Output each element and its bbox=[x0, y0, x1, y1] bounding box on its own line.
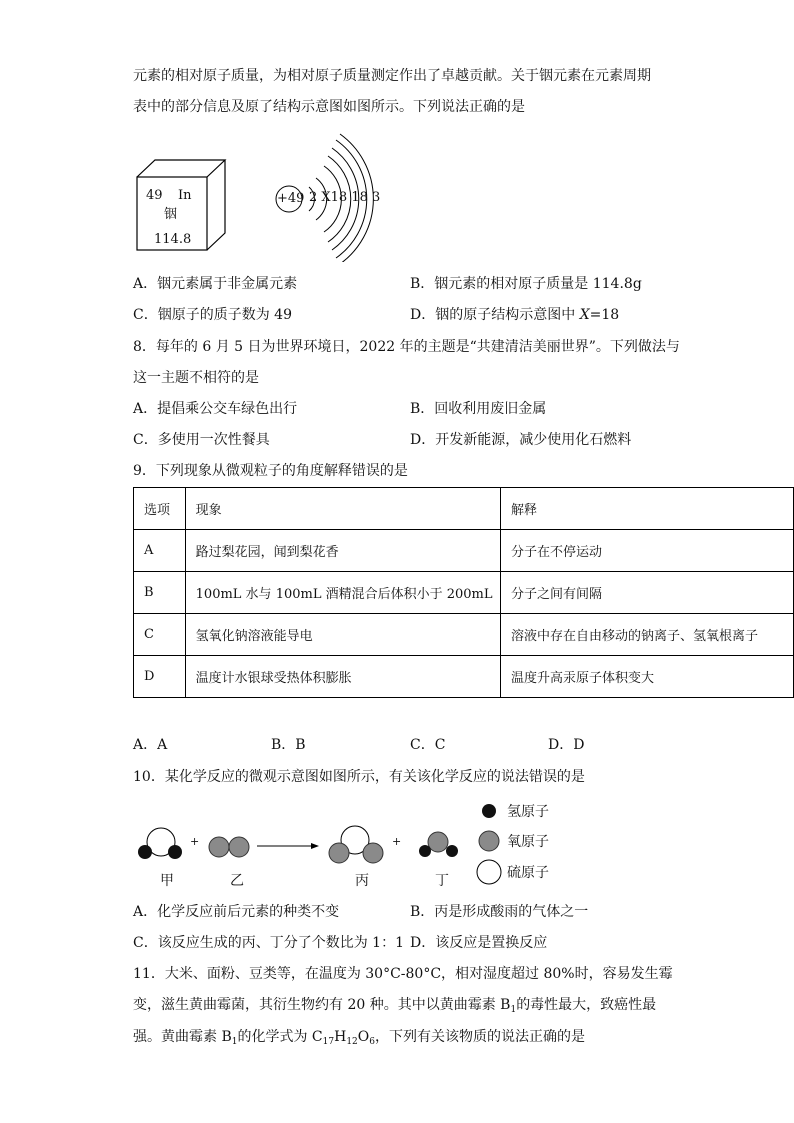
table-row bbox=[134, 656, 794, 698]
q7-option-b: B．铟元素的相对原子质量是 114.8g bbox=[410, 276, 642, 292]
q9-option-a: A．A bbox=[133, 737, 168, 753]
q10-option-c: C．该反应生成的丙、丁分了个数比为 1：1 bbox=[133, 935, 404, 951]
oxygen-atom bbox=[209, 837, 229, 857]
oxygen-atom bbox=[428, 832, 448, 852]
table-cell: 分子在不停运动 bbox=[500, 530, 793, 572]
table-cell: 温度计水银球受热体积膨胀 bbox=[185, 656, 500, 698]
plus-sign: + bbox=[190, 835, 200, 848]
table-row bbox=[134, 530, 794, 572]
legend-hydrogen-label: 氢原子 bbox=[507, 804, 549, 820]
q10-option-d: D．该反应是置换反应 bbox=[410, 935, 548, 951]
atom-structure-diagram bbox=[272, 132, 392, 262]
legend-sulfur-label: 硫原子 bbox=[507, 865, 549, 881]
q8-option-b: B．回收利用废旧金属 bbox=[410, 401, 547, 417]
nucleus-charge: +49 bbox=[277, 191, 305, 206]
table-cell: 氢氧化钠溶液能导电 bbox=[185, 614, 500, 656]
intro-line-1: 元素的相对原子质量，为相对原子质量测定作出了卓越贡献。关于铟元素在元素周期 bbox=[133, 68, 651, 84]
table-cell: D bbox=[134, 656, 186, 698]
table-cell: 溶液中存在自由移动的钠离子、氢氧根离子 bbox=[500, 614, 793, 656]
shell-electrons: 2 X18 18 3 bbox=[309, 190, 381, 205]
q7-option-d: D．铟的原子结构示意图中 X=18 bbox=[410, 307, 620, 323]
table-header-cell: 解释 bbox=[500, 488, 793, 530]
q9-stem: 9．下列现象从微观粒子的角度解释错误的是 bbox=[133, 463, 408, 479]
label-bing: 丙 bbox=[355, 873, 369, 889]
hydrogen-atom bbox=[168, 845, 182, 859]
table-cell: 分子之间有间隔 bbox=[500, 572, 793, 614]
q10-stem: 10．某化学反应的微观示意图如图所示，有关该化学反应的说法错误的是 bbox=[133, 769, 585, 785]
arrow-head bbox=[311, 843, 319, 849]
table-row bbox=[134, 572, 794, 614]
table-cell: 100mL 水与 100mL 酒精混合后体积小于 200mL bbox=[185, 572, 500, 614]
q8-option-c: C．多使用一次性餐具 bbox=[133, 432, 270, 448]
table-cell: 路过梨花园，闻到梨花香 bbox=[185, 530, 500, 572]
label-jia: 甲 bbox=[160, 873, 174, 889]
table-cell: A bbox=[134, 530, 186, 572]
oxygen-atom bbox=[329, 843, 349, 863]
q7-option-a: A．铟元素属于非金属元素 bbox=[133, 276, 298, 292]
atomic-number: 49 bbox=[146, 188, 163, 203]
q11-stem-line-3: 强。黄曲霉素 $B_1$的化学式为 $C_{17}H_{12}O_6$，下列有关该物质的说法正确的是 bbox=[133, 1029, 585, 1047]
q9-option-d: D．D bbox=[548, 737, 585, 753]
q7-option-c: C．铟原子的质子数为 49 bbox=[133, 307, 292, 323]
legend-sulfur-icon bbox=[477, 860, 501, 884]
label-ding: 丁 bbox=[435, 873, 449, 889]
q9-table bbox=[133, 487, 794, 698]
table-header-row bbox=[134, 488, 794, 530]
q9-option-c: C．C bbox=[410, 737, 446, 753]
element-card bbox=[135, 158, 229, 253]
q8-stem-line-1: 8．每年的 6 月 5 日为世界环境日，2022 年的主题是“共建清洁美丽世界”。下列做法与 bbox=[133, 339, 680, 355]
legend-oxygen-icon bbox=[479, 831, 499, 851]
q8-option-d: D．开发新能源，减少使用化石燃料 bbox=[410, 432, 632, 448]
q11-stem-line-1: 11．大米、面粉、豆类等，在温度为 30°C-80°C，相对湿度超过 80%时，容易发生霉 bbox=[133, 966, 673, 982]
table-header-cell: 选项 bbox=[134, 488, 186, 530]
relative-atomic-mass: 114.8 bbox=[154, 232, 192, 247]
element-symbol: In bbox=[178, 188, 192, 203]
table-cell: C bbox=[134, 614, 186, 656]
intro-line-2: 表中的部分信息及原了结构示意图如图所示。下列说法正确的是 bbox=[133, 99, 525, 115]
element-name: 铟 bbox=[164, 207, 178, 222]
q8-stem-line-2: 这一主题不相符的是 bbox=[133, 370, 259, 386]
hydrogen-atom bbox=[419, 845, 431, 857]
q10-option-a: A．化学反应前后元素的种类不变 bbox=[133, 904, 340, 920]
table-cell: 温度升高汞原子体积变大 bbox=[500, 656, 793, 698]
legend-oxygen-label: 氧原子 bbox=[507, 834, 549, 850]
legend-hydrogen-icon bbox=[482, 804, 496, 818]
table-header-cell: 现象 bbox=[185, 488, 500, 530]
plus-sign: + bbox=[392, 835, 402, 848]
hydrogen-atom bbox=[446, 845, 458, 857]
table-cell: B bbox=[134, 572, 186, 614]
table-row bbox=[134, 614, 794, 656]
oxygen-atom bbox=[363, 843, 383, 863]
q11-stem-line-2: 变，滋生黄曲霉菌，其衍生物约有 20 种。其中以黄曲霉素 $B_1$的毒性最大，致癌性最 bbox=[133, 997, 657, 1015]
reaction-diagram bbox=[133, 795, 573, 895]
hydrogen-atom bbox=[138, 845, 152, 859]
q8-option-a: A．提倡乘公交车绿色出行 bbox=[133, 401, 298, 417]
label-yi: 乙 bbox=[230, 873, 244, 889]
oxygen-atom bbox=[229, 837, 249, 857]
q10-option-b: B．丙是形成酸雨的气体之一 bbox=[410, 904, 589, 920]
q9-option-b: B．B bbox=[271, 737, 306, 753]
